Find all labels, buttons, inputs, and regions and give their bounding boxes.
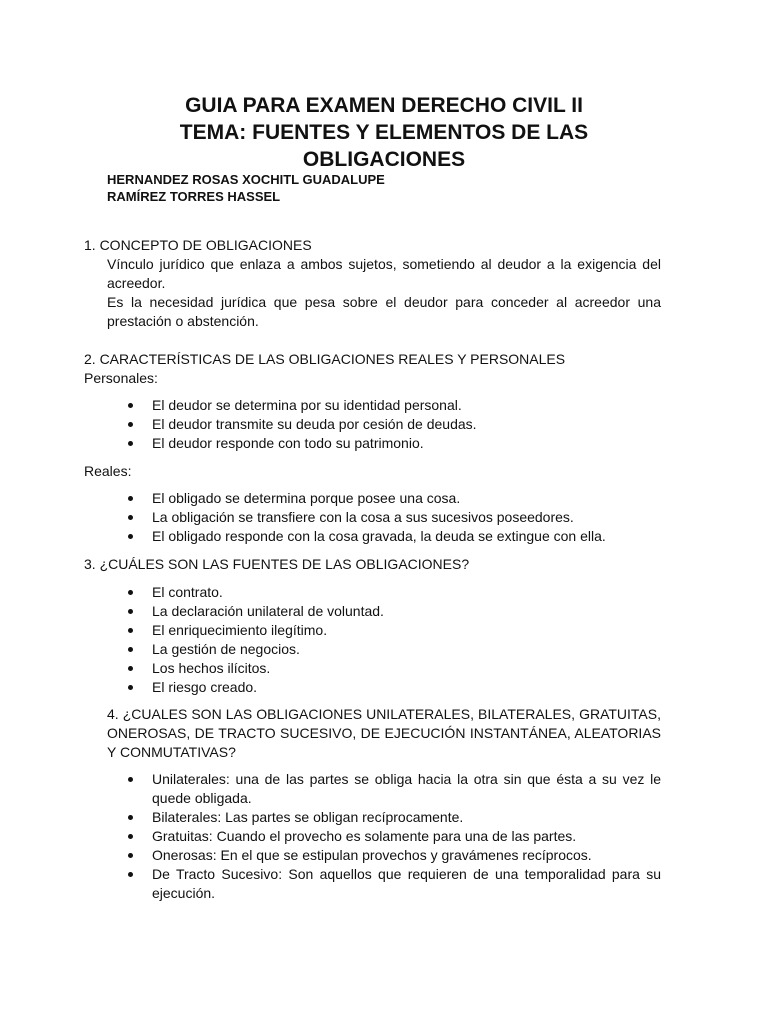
list-item: El enriquecimiento ilegítimo.	[125, 621, 665, 640]
section-1-paragraph: Vínculo jurídico que enlaza a ambos sujetos, sometiendo al deudor a la exigencia del acreedor.	[107, 256, 661, 291]
list-item: Unilaterales: una de las partes se obliga hacia la otra sin que ésta a su vez le quede obligada.	[125, 770, 661, 808]
list-item: Onerosas: En el que se estipulan provechos y gravámenes recíprocos.	[125, 846, 661, 865]
authors	[107, 171, 385, 205]
section-1-paragraph: Es la necesidad jurídica que pesa sobre el deudor para conceder al acreedor una prestación o abstención.	[107, 294, 661, 329]
list-item: La obligación se transfiere con la cosa a sus sucesivos poseedores.	[125, 508, 665, 527]
section-3-heading: 3. ¿CUÁLES SON LAS FUENTES DE LAS OBLIGACIONES?	[84, 556, 470, 572]
title-line: TEMA: FUENTES Y ELEMENTOS DE LAS	[179, 121, 589, 144]
section-2-heading: 2. CARACTERÍSTICAS DE LAS OBLIGACIONES REALES Y PERSONALES	[84, 351, 566, 367]
section-1-heading: 1. CONCEPTO DE OBLIGACIONES	[84, 237, 312, 253]
list-item: El deudor transmite su deuda por cesión de deudas.	[125, 415, 665, 434]
list-item: Los hechos ilícitos.	[125, 659, 665, 678]
title-line: OBLIGACIONES	[302, 148, 466, 171]
list-item: La declaración unilateral de voluntad.	[125, 602, 665, 621]
tipos-list	[125, 770, 661, 903]
list-item: El deudor se determina por su identidad personal.	[125, 396, 665, 415]
list-item: Bilaterales: Las partes se obligan recíprocamente.	[125, 808, 661, 827]
list-item: El deudor responde con todo su patrimonio.	[125, 434, 665, 453]
list-item: El obligado responde con la cosa gravada, la deuda se extingue con ella.	[125, 527, 665, 546]
section-4-heading: 4. ¿CUALES SON LAS OBLIGACIONES UNILATERALES, BILATERALES, GRATUITAS, ONEROSAS, DE TRACTO SUCESIVO, DE EJECUCIÓN INSTANTÁNEA, ALEATORIAS Y CONMUTATIVAS?	[107, 706, 661, 760]
list-item: De Tracto Sucesivo: Son aquellos que requieren de una temporalidad para su ejecución.	[125, 865, 661, 903]
fuentes-list	[125, 583, 665, 697]
personales-list	[125, 396, 665, 453]
document-title	[0, 92, 768, 173]
author-name: RAMÍREZ TORRES HASSEL	[107, 189, 281, 204]
list-item: El obligado se determina porque posee una cosa.	[125, 489, 665, 508]
list-item: El contrato.	[125, 583, 665, 602]
title-line: GUIA PARA EXAMEN DERECHO CIVIL II	[185, 94, 583, 117]
list-item: Gratuitas: Cuando el provecho es solamente para una de las partes.	[125, 827, 661, 846]
reales-label: Reales:	[84, 463, 132, 479]
list-item: La gestión de negocios.	[125, 640, 665, 659]
reales-list	[125, 489, 665, 546]
author-name: HERNANDEZ ROSAS XOCHITL GUADALUPE	[107, 172, 385, 187]
personales-label: Personales:	[84, 370, 158, 386]
list-item: El riesgo creado.	[125, 678, 665, 697]
